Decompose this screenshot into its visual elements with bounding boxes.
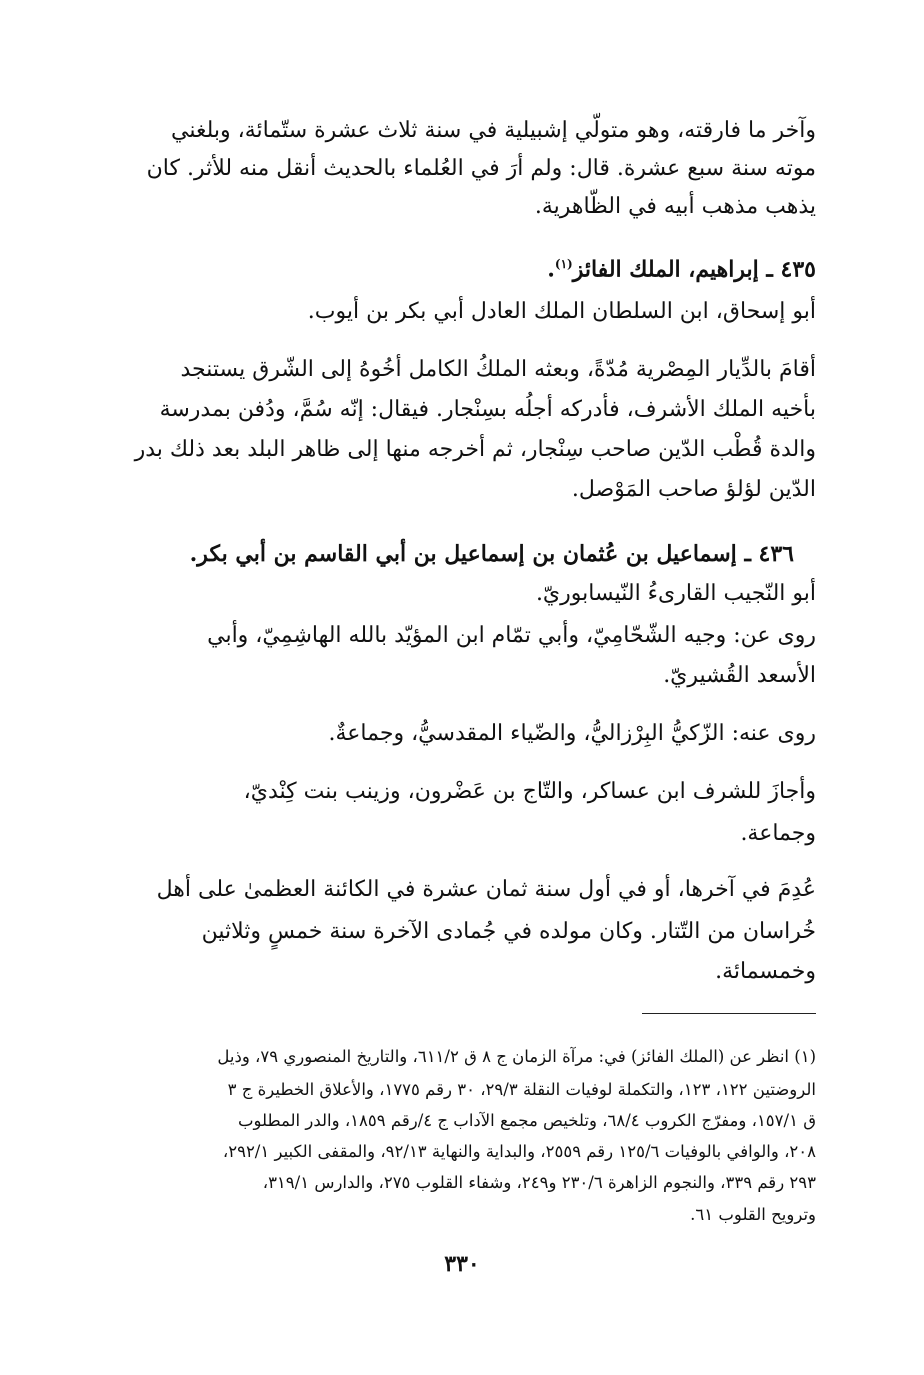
footnote-marker: (١) (554, 257, 573, 271)
text-line: خُراسان من التّتار. وكان مولده في جُمادى الآخرة سنة خمسٍ وثلاثين (201, 919, 816, 944)
text-line: الأسعد القُشيريّ. (663, 663, 816, 688)
footnote-text: انظر عن (الملك الفائز) في: مرآة الزمان ج ٨ ق ٦١١/٢، والتاريخ المنصوري ٧٩، وذيل (217, 1047, 789, 1066)
text-line: موته سنة سبع عشرة. قال: ولم أرَ في العُلماء بالحديث أنقل منه للأثر. كان (146, 156, 816, 181)
footnote-line (88, 1042, 816, 1071)
footnote-line: ٢٠٨، والوافي بالوفيات ١٢٥/٦ رقم ٢٥٥٩، والبداية والنهاية ٩٢/١٣، والمقفى الكبير ٢٩٢/١، (222, 1142, 816, 1161)
text-line: وآخر ما فارقته، وهو متولّي إشبيلية في سنة ثلاث عشرة ستّمائة، وبلغني (171, 118, 816, 143)
text-line: الدّين لؤلؤ صاحب المَوْصل. (571, 477, 816, 502)
text-line: عُدِمَ في آخرها، أو في أول سنة ثمان عشرة في الكائنة العظمىٰ على أهل (156, 877, 816, 902)
entry-435-kunya: أبو إسحاق، ابن السلطان الملك العادل أبي بكر بن أيوب. (307, 299, 816, 324)
footnote-line: وترويح القلوب ٦١. (690, 1205, 816, 1224)
entry-435-heading: ٤٣٥ ـ إبراهيم، الملك الفائز$^{(١)}$. (547, 256, 816, 283)
entry-heading-text: ٤٣٥ ـ إبراهيم، الملك الفائز (572, 256, 816, 283)
entry-436-heading: ٤٣٦ ـ إسماعيل بن عُثمان بن إسماعيل بن أبي القاسم بن أبي بكر. (189, 541, 794, 567)
footnote-line: ٢٩٣ رقم ٣٣٩، والنجوم الزاهرة ٢٣٠/٦ و٢٤٩، وشفاء القلوب ٢٧٥، والدارس ٣١٩/١، (262, 1173, 816, 1192)
page-number: ٣٣٠ (444, 1251, 480, 1277)
footnote-line: ق ١٥٧/١، ومفرّج الكروب ٦٨/٤، وتلخيص مجمع الآداب ج ٤/رقم ١٨٥٩، والدر المطلوب (237, 1111, 816, 1130)
text-line: وخمسمائة. (715, 959, 816, 984)
text-line: وجماعة. (740, 821, 816, 846)
text-line: والدة قُطْب الدّين صاحب سِنْجار، ثم أخرجه منها إلى ظاهر البلد بعد ذلك بدر (134, 437, 816, 462)
text-line: يذهب مذهب أبيه في الظّاهرية. (534, 194, 816, 219)
entry-436-kunya: أبو النّجيب القارىءُ النّيسابوريّ. (535, 581, 816, 606)
footnote-line: الروضتين ١٢٢، ١٢٣، والتكملة لوفيات النقلة ٢٩/٣، ٣٠ رقم ١٧٧٥، والأعلاق الخطيرة ج ٣ (227, 1080, 816, 1099)
text-line: بأخيه الملك الأشرف، فأدركه أجلُه بسِنْجار. فيقال: إنّه سُمَّ، ودُفن بمدرسة (159, 397, 816, 422)
text-line: أقامَ بالدِّيار المِصْرية مُدّةً، وبعثه الملكُ الكامل أخُوهُ إلى الشّرق يستنجد (180, 357, 816, 382)
text-line: روى عنه: الزّكيُّ البِرْزاليُّ، والضّياء المقدسيُّ، وجماعةٌ. (328, 721, 816, 746)
footnote-number: (١) (794, 1047, 816, 1066)
footnote-divider (642, 1013, 816, 1014)
text-line: وأجازَ للشرف ابن عساكر، والتّاج بن عَضْرون، وزينب بنت كِنْديّ، (243, 779, 816, 804)
text-line: روى عن: وجيه الشّحّامِيّ، وأبي تمّام ابن المؤيّد بالله الهاشِمِيّ، وأبي (207, 623, 816, 648)
